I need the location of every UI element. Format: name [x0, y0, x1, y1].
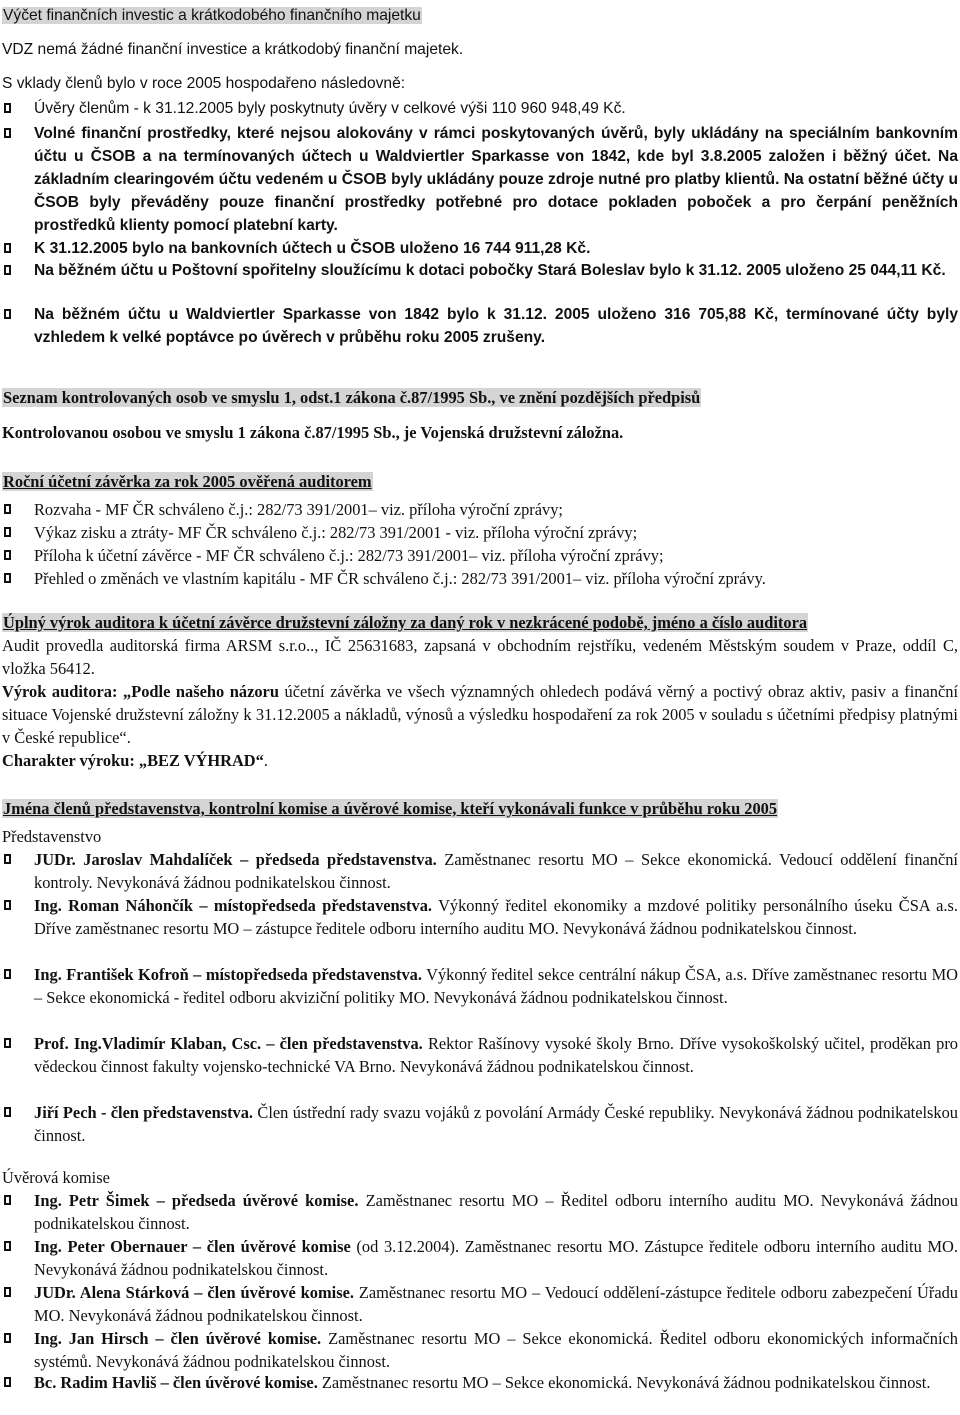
list-item [2, 97, 958, 120]
member-name: Ing. Roman Náhončík – místopředseda představenstva. [34, 896, 432, 915]
bullet-icon [4, 550, 11, 560]
list-item [2, 237, 958, 260]
list-item-text: Rozvaha - MF ČR schváleno č.j.: 282/73 391/2001– viz. příloha výroční zprávy; [34, 500, 563, 519]
list-item-text: Výkaz zisku a ztráty- MF ČR schváleno č.j.: 282/73 391/2001 - viz. příloha výroční zprávy; [34, 523, 638, 542]
bullet-icon [4, 900, 11, 910]
bullet-icon [4, 103, 11, 113]
list-item [2, 1281, 958, 1327]
section-title-text: Jména členů představenstva, kontrolní komise a úvěrové komise, kteří vykonávali funkce v průběhu roku 2005 [3, 799, 778, 818]
list-item [2, 259, 958, 282]
section-title-members [2, 797, 958, 820]
bullet-icon [4, 1038, 11, 1048]
member-name: Bc. Radim Havliš – člen úvěrové komise. [34, 1373, 318, 1392]
member-text: Zaměstnanec resortu MO – Ředitel odboru interního auditu MO. Nevykonává žádnou podnikatelskou činnost. [34, 1191, 958, 1233]
member-text: Člen ústřední rady svazu vojáků z povolání Armády České republiky. Nevykonává žádnou podnikatelskou činnost. [34, 1103, 958, 1145]
bullet-icon [4, 1195, 11, 1205]
list-item [2, 848, 958, 894]
list-item-text: Příloha k účetní závěrce - MF ČR schváleno č.j.: 282/73 391/2001– viz. příloha výroční zprávy; [34, 546, 664, 565]
list-item [2, 303, 958, 349]
paragraph-text: . [263, 751, 268, 770]
member-text: Zaměstnanec resortu MO – Vedoucí oddělení-zástupce ředitele odboru zabezpečení Úřadu MO. Nevykonává žádnou podnikatelskou činnost. [34, 1283, 958, 1325]
bullet-icon [4, 1287, 11, 1297]
subheading-board: Představenstvo [2, 827, 102, 846]
bullet-icon [4, 504, 11, 514]
bullet-icon [4, 854, 11, 864]
bullet-icon [4, 243, 11, 253]
list-item [2, 567, 958, 590]
section-title-investments [2, 4, 958, 27]
bullet-icon [4, 128, 11, 138]
section-title-annual-accounts [2, 470, 958, 493]
quote-bold: „Podle našeho názoru [117, 682, 279, 701]
bullet-icon [4, 1333, 11, 1343]
section-title-part: Seznam kontrolovaných osob ve smyslu 1, odst.1 zákona č.87/1995 Sb. [3, 388, 492, 407]
bullet-icon [4, 1377, 11, 1387]
list-item [2, 498, 958, 521]
list-item [2, 1327, 958, 1373]
list-item [2, 544, 958, 567]
paragraph: Kontrolovanou osobou ve smyslu 1 zákona č.87/1995 Sb., je Vojenská družstevní záložna. [2, 423, 624, 442]
member-name: JUDr. Jaroslav Mahdalíček – předseda představenstva. [34, 850, 437, 869]
member-text: Zaměstnanec resortu MO – Sekce ekonomická. Ředitel odboru ekonomických informačních systémů. Nevykonává žádnou podnikatelskou činnost. [34, 1329, 958, 1371]
bullet-icon [4, 969, 11, 979]
list-item-text: Volné finanční prostředky, které nejsou alokovány v rámci poskytovaných úvěrů, byly ukládány na speciálním bankovním účtu u ČSOB a na termínovaných účtech u Waldviertler Sparkasse von 1842, kde byl 3.8.2005 založen i běžný účet. [34, 125, 958, 165]
bullet-icon [4, 573, 11, 583]
bullet-icon [4, 309, 11, 319]
bullet-icon [4, 1241, 11, 1251]
section-title-text: Roční účetní závěrka za rok 2005 ověřená auditorem [3, 472, 372, 491]
list-item-text: Přehled o změnách ve vlastním kapitálu - MF ČR schváleno č.j.: 282/73 391/2001– viz. příloha výroční zprávy. [34, 569, 766, 588]
list-item [2, 1101, 958, 1147]
list-item [2, 1189, 958, 1235]
paragraph [2, 749, 958, 772]
member-text: Zaměstnanec resortu MO – Sekce ekonomická. Nevykonává žádnou podnikatelskou činnost. [317, 1373, 931, 1392]
member-text: Zaměstnanec resortu MO – Sekce ekonomická. Vedoucí oddělení finanční kontroly. Nevykonává žádnou podnikatelskou činnost. [34, 850, 958, 892]
bullet-icon [4, 265, 11, 275]
section-title-controlled-persons [2, 386, 958, 409]
paragraph: VDZ nemá žádné finanční investice a krátkodobý finanční majetek. [2, 41, 464, 58]
list-item [2, 122, 958, 237]
member-name: Ing. František Kofroň – místopředseda představenstva. [34, 965, 422, 984]
paragraph: Audit provedla auditorská firma ARSM s.r.o.., IČ 25631683, zapsaná v obchodním rejstříku, vedeném Městským soudem v Praze, oddíl C, vložka 56412. [2, 636, 958, 678]
bullet-icon [4, 1107, 11, 1117]
list-item [2, 894, 958, 940]
list-item-text: K 31.12.2005 bylo na bankovních účtech u ČSOB uloženo 16 744 911,28 Kč. [34, 240, 591, 257]
list-item-text: Na běžném účtu u Waldviertler Sparkasse von 1842 bylo k 31.12. 2005 uloženo 316 705,88 Kč, termínované účty byly vzhledem k velké poptávce po úvěrech v průběhu roku 2005 zrušeny. [34, 306, 958, 346]
list-item [2, 963, 958, 1009]
label-bold: Výrok auditora: [2, 682, 118, 701]
list-item-text: Na ostatní běžné účty u ČSOB byly převáděny pouze finanční prostředky potřebné pro dotace pokladen poboček a pro čerpání peněžních prostředků klienty pomocí platební karty. [34, 171, 958, 234]
list-item [2, 521, 958, 544]
list-item [2, 1032, 958, 1078]
subheading-credit-committee: Úvěrová komise [2, 1168, 110, 1187]
list-item-text: Úvěry členům - k 31.12.2005 byly poskytnuty úvěry v celkové výši 110 960 948,49 Kč. [34, 100, 626, 117]
section-title-part: , ve znění pozdějších předpisů [491, 388, 701, 407]
list-item-text: Na běžném účtu u Poštovní spořitelny sloužícímu k dotaci pobočky Stará Boleslav bylo k 31.12. 2005 uloženo 25 044,11 Kč. [34, 262, 946, 279]
paragraph [2, 680, 958, 749]
member-name: Prof. Ing.Vladimír Klaban, Csc. – člen představenstva. [34, 1034, 423, 1053]
list-item [2, 1371, 958, 1394]
paragraph: S vklady členů bylo v roce 2005 hospodařeno následovně: [2, 75, 406, 92]
section-title-auditor-opinion [2, 611, 958, 634]
member-name: Jiří Pech - člen představenstva. [34, 1103, 254, 1122]
member-text: Rektor Rašínovy vysoké školy Brno. Dříve vysokoškolský učitel, proděkan pro vědeckou činnost fakulty vojensko-technické VA Brno. Nevykonává žádnou podnikatelskou činnost. [34, 1034, 958, 1076]
bullet-icon [4, 527, 11, 537]
member-name: JUDr. Alena Stárková – člen úvěrové komise. [34, 1283, 354, 1302]
member-name: Ing. Peter Obernauer – člen úvěrové komise [34, 1237, 351, 1256]
list-item-text: Na základním clearingovém účtu vedeném u ČSOB byly ukládány pouze zdroje nutné pro platby klientů. [34, 148, 958, 188]
list-item [2, 1235, 958, 1281]
member-text: Výkonný ředitel ekonomiky a mzdové politiky personálního úseku ČSA a.s. Dříve zaměstnanec resortu MO – zástupce ředitele odboru interního auditu MO. Nevykonává žádnou podnikatelskou činnost. [34, 896, 958, 938]
member-name: Ing. Jan Hirsch – člen úvěrové komise. [34, 1329, 322, 1348]
section-title-text: Úplný výrok auditora k účetní závěrce družstevní záložny za daný rok v nezkrácené podobě, jméno a číslo auditora [3, 613, 808, 632]
paragraph-text: účetní závěrka ve všech významných ohledech podává věrný a poctivý obraz aktiv, pasiv a finanční situace Vojenské družstevní záložny k 31.12.2005 a nákladů, výnosů a výsledku hospodaření za rok 2005 v souladu s účetními předpisy platnými v České republice“. [2, 682, 958, 747]
member-name: Ing. Petr Šimek – předseda úvěrové komise. [34, 1191, 359, 1210]
section-title-text: Výčet finančních investic a krátkodobého finančního majetku [3, 7, 421, 24]
member-text: Výkonný ředitel sekce centrální nákup ČSA, a.s. Dříve zaměstnanec resortu MO – Sekce ekonomická - ředitel odboru akviziční politiky MO. Nevykonává žádnou podnikatelskou činnost. [34, 965, 958, 1007]
label-bold: Charakter výroku: „BEZ VÝHRAD“ [2, 751, 264, 770]
section-title-text [2, 388, 701, 407]
member-text: (od 3.12.2004). Zaměstnanec resortu MO. Zástupce ředitele odboru interního auditu MO. Nevykonává žádnou podnikatelskou činnost. [34, 1237, 958, 1279]
